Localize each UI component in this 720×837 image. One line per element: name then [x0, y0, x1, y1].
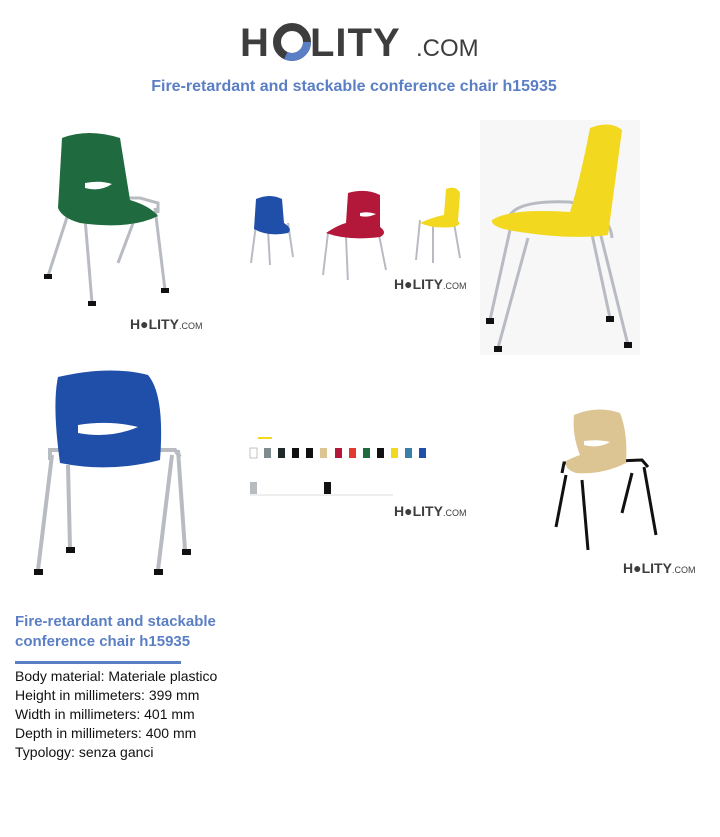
- title-divider: [15, 661, 181, 664]
- spec-typology: Typology: senza ganci: [15, 744, 154, 760]
- watermark: H●LITY.COM: [394, 276, 467, 292]
- watermark: H●LITY.COM: [623, 560, 696, 576]
- watermark: H●LITY.COM: [130, 316, 203, 332]
- three-chairs-image: [248, 185, 470, 280]
- color-swatch-chart: [248, 436, 470, 498]
- logo-letter-h: H: [240, 21, 270, 65]
- logo-suffix: .COM: [416, 35, 479, 62]
- logo-letters-lity: LITY: [310, 21, 401, 65]
- spec-height: Height in millimeters: 399 mm: [15, 687, 200, 703]
- product-title: Fire-retardant and stackable conference chair h15935: [15, 613, 216, 650]
- spec-body-material: Body material: Materiale plastico: [15, 668, 218, 684]
- green-chair-image: [40, 128, 170, 313]
- yellow-chair-image: [480, 120, 640, 355]
- spec-width: Width in millimeters: 401 mm: [15, 706, 195, 722]
- watermark: H●LITY.COM: [394, 503, 467, 519]
- beige-chair-image: [552, 405, 662, 555]
- spec-list: [15, 667, 217, 762]
- page-title: Fire-retardant and stackable conference chair h15935: [151, 78, 557, 95]
- blue-chair-image: [30, 365, 195, 580]
- spec-depth: Depth in millimeters: 400 mm: [15, 725, 197, 741]
- holity-logo: [240, 12, 485, 72]
